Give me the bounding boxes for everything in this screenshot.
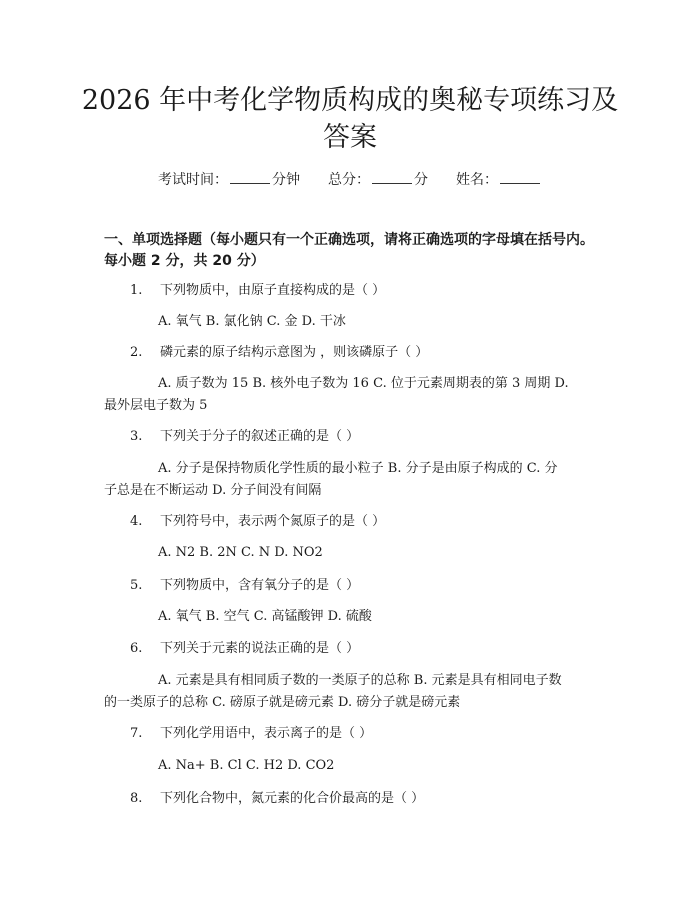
total-score-label: 总分： <box>328 172 370 188</box>
exam-info-row <box>100 169 600 189</box>
question-2 <box>130 344 600 362</box>
question-1-options: A. 氧气 B. 氯化钠 C. 金 D. 干冰 <box>158 314 346 329</box>
question-7-options: A. Na+ B. Cl C. H2 D. CO2 <box>158 758 335 773</box>
total-score <box>328 169 428 189</box>
question-text: 下列化学用语中，表示离子的是（ ） <box>160 726 373 741</box>
question-7 <box>130 725 600 743</box>
question-2-options: A. 质子数为 15 B. 核外电子数为 16 C. 位于元素周期表的第 3 周期 D. <box>158 376 569 391</box>
question-text: 下列关于分子的叙述正确的是（ ） <box>160 429 360 444</box>
question-6 <box>130 640 600 658</box>
question-text: 下列关于元素的说法正确的是（ ） <box>160 641 360 656</box>
total-score-unit: 分 <box>414 172 428 188</box>
question-6-options-cont: 的一类原子的总称 C. 磅原子就是磅元素 D. 磅分子就是磅元素 <box>104 695 461 710</box>
question-4-options: A. N2 B. 2N C. N D. NO2 <box>158 545 323 560</box>
question-number: 6. <box>130 641 143 656</box>
exam-time-blank <box>230 171 270 184</box>
question-3-options: A. 分子是保持物质化学性质的最小粒子 B. 分子是由原子构成的 C. 分 <box>158 461 558 476</box>
question-3-options-cont: 子总是在不断运动 D. 分子间没有间隔 <box>104 483 322 498</box>
question-text: 下列化合物中，氮元素的化合价最高的是（ ） <box>160 791 425 806</box>
question-number: 4. <box>130 514 143 529</box>
student-name-label: 姓名： <box>456 172 498 188</box>
total-score-blank <box>372 171 412 184</box>
question-4 <box>130 513 600 531</box>
question-8 <box>130 790 600 808</box>
section-heading-line-2: 每小题 2 分，共 20 分） <box>104 253 265 269</box>
section-heading-line-1: 一、单项选择题（每小题只有一个正确选项，请将正确选项的字母填在括号内。 <box>104 232 594 248</box>
question-5 <box>130 577 600 595</box>
student-name-blank <box>500 171 540 184</box>
exam-time <box>158 169 300 189</box>
question-number: 1. <box>130 283 143 298</box>
question-text: 下列物质中，含有氧分子的是（ ） <box>160 578 360 593</box>
question-number: 2. <box>130 345 143 360</box>
page-title-line-1: 2026 年中考化学物质构成的奥秘专项练习及 <box>81 85 619 116</box>
question-number: 8. <box>130 791 143 806</box>
question-number: 3. <box>130 429 143 444</box>
question-3 <box>130 428 600 446</box>
question-number: 5. <box>130 578 143 593</box>
student-name <box>456 169 542 189</box>
exam-time-label: 考试时间： <box>158 172 228 188</box>
question-text: 下列符号中，表示两个氮原子的是（ ） <box>160 514 386 529</box>
question-5-options: A. 氧气 B. 空气 C. 高锰酸钾 D. 硫酸 <box>158 609 372 624</box>
question-text: 磷元素的原子结构示意图为 ，则该磷原子（ ） <box>160 345 429 360</box>
page-title-line-2: 答案 <box>323 122 377 153</box>
exam-time-unit: 分钟 <box>272 172 300 188</box>
question-2-options-cont: 最外层电子数为 5 <box>104 398 208 413</box>
question-text: 下列物质中，由原子直接构成的是（ ） <box>160 283 386 298</box>
question-6-options: A. 元素是具有相同质子数的一类原子的总称 B. 元素是具有相同电子数 <box>158 673 562 688</box>
question-number: 7. <box>130 726 143 741</box>
question-1 <box>130 282 600 300</box>
